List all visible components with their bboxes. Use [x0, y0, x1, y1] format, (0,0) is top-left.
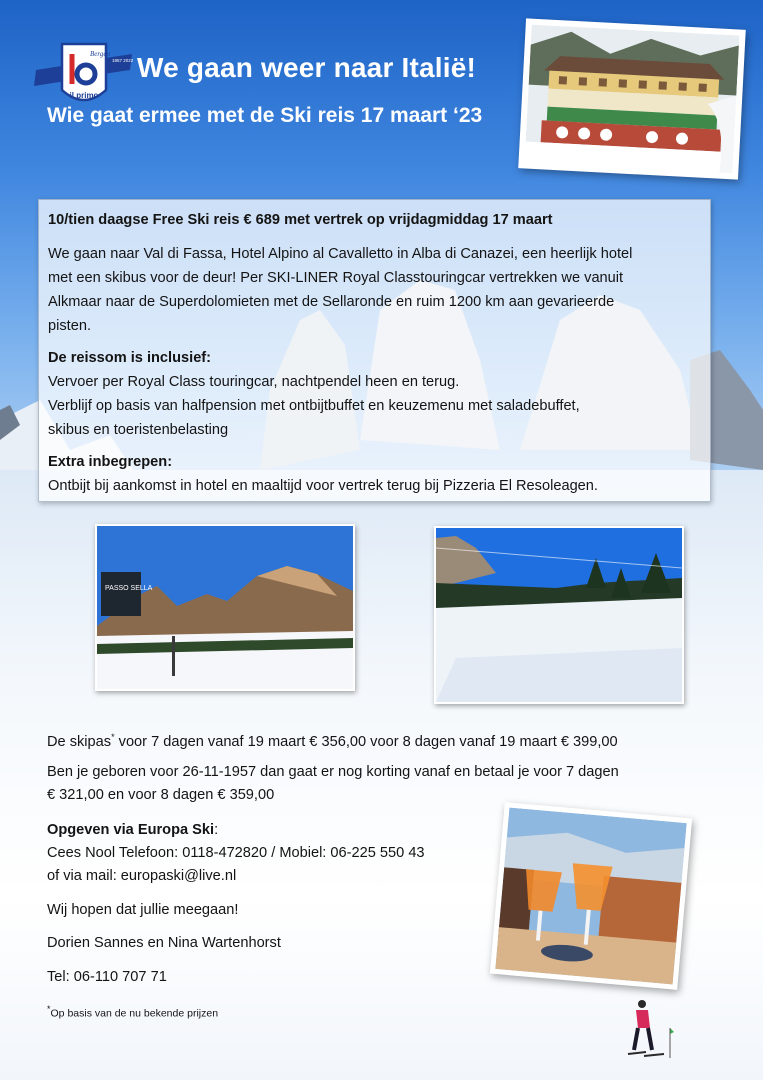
skier-figure — [626, 998, 676, 1062]
contact-phone: Cees Nool Telefoon: 0118-472820 / Mobiel: 06-225 550 43 — [47, 845, 425, 861]
hotel-illustration — [525, 25, 740, 174]
trip-intro-line: We gaan naar Val di Fassa, Hotel Alpino al Cavalletto in Alba di Canazei, een heerlijk hotel — [48, 246, 633, 262]
inclusive-heading: De reissom is inclusief: — [48, 350, 212, 366]
footnote — [47, 998, 218, 1026]
footnote-text: Op basis van de nu bekende prijzen — [50, 1007, 219, 1020]
closing-hope — [47, 899, 238, 922]
closing-tel-text: Tel: 06-110 707 71 — [47, 969, 167, 985]
footnote-mark: * — [47, 1004, 51, 1014]
inclusive-line: Verblijf op basis van halfpension met ontbijtbuffet en keuzemenu met saladebuffet, — [48, 398, 580, 414]
discount-text — [47, 761, 619, 807]
aperitif-photo — [490, 802, 692, 990]
inclusive-line: Vervoer per Royal Class touringcar, nachtpendel heen en terug. — [48, 374, 460, 390]
trip-intro-line: Alkmaar naar de Superdolomieten met de Sellaronde en ruim 1200 km aan gevarieerde — [48, 294, 615, 310]
ski-slope-photo — [434, 526, 684, 704]
skipass-text — [47, 726, 618, 754]
skipass-label: De skipas — [47, 733, 112, 750]
extra-heading: Extra inbegrepen: — [48, 454, 173, 470]
logo-years: 1957 2022 — [112, 58, 134, 63]
sella-pass-illustration — [97, 526, 353, 689]
logo-text: il primo — [69, 91, 99, 100]
ski-slope-illustration — [436, 528, 682, 702]
contact-block — [47, 819, 425, 888]
trip-intro-line: pisten. — [48, 318, 91, 334]
trip-info-box — [38, 199, 711, 502]
closing-hope-text: Wij hopen dat jullie meegaan! — [47, 902, 239, 918]
discount-line: € 321,00 en voor 8 dagen € 359,00 — [47, 787, 275, 803]
discount-line: Ben je geboren voor 26-11-1957 dan gaat er nog korting vanaf en betaal je voor 7 dagen — [47, 764, 619, 780]
closing-tel — [47, 966, 167, 989]
page-title: We gaan weer naar Italië! — [137, 52, 477, 83]
trip-intro-line: met een skibus voor de deur! Per SKI-LINER Royal Classtouringcar vertrekken we vanuit — [48, 270, 624, 286]
pass-sign-text: PASSO SELLA — [105, 585, 153, 592]
il-primo-logo — [34, 40, 134, 110]
closing-names-text: Dorien Sannes en Nina Wartenhorst — [47, 935, 281, 951]
aperitif-illustration — [495, 808, 686, 985]
closing-names — [47, 932, 281, 955]
hotel-photo — [518, 18, 746, 179]
skipass-footnote-mark: * — [111, 732, 115, 742]
skipass-prices: voor 7 dagen vanaf 19 maart € 356,00 voor 8 dagen vanaf 19 maart € 399,00 — [114, 733, 618, 750]
logo-script: Bergen — [90, 50, 110, 58]
inclusive-line: skibus en toeristenbelasting — [48, 422, 229, 438]
trip-heading: 10/tien daagse Free Ski reis € 689 met vertrek op vrijdagmiddag 17 maart — [48, 212, 553, 228]
sella-pass-photo — [95, 524, 355, 691]
page-subtitle: Wie gaat ermee met de Ski reis 17 maart ‘23 — [47, 104, 483, 127]
contact-heading: Opgeven via Europa Ski — [47, 822, 215, 838]
extra-line: Ontbijt bij aankomst in hotel en maaltijd voor vertrek terug bij Pizzeria El Resoleagen. — [48, 478, 598, 494]
contact-mail: of via mail: europaski@live.nl — [47, 868, 237, 884]
contact-colon: : — [214, 822, 219, 838]
